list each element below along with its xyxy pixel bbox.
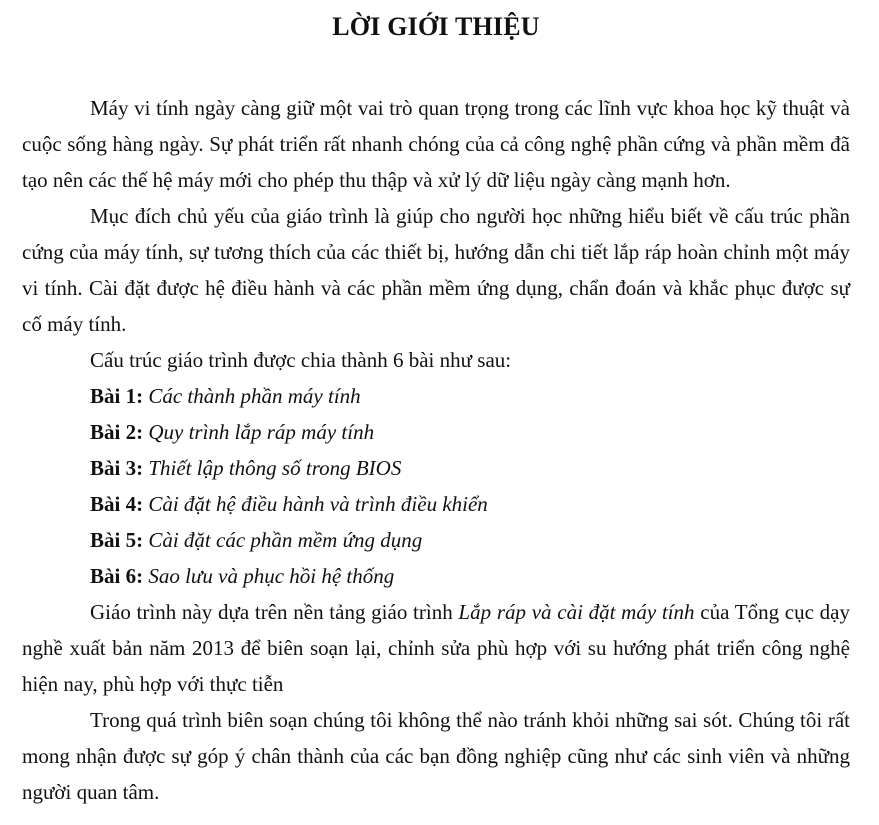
lesson-label: Bài 6: [90, 564, 144, 588]
document-page [22, 0, 850, 810]
page-title: LỜI GIỚI THIỆU [332, 12, 540, 41]
structure-intro: Cấu trúc giáo trình được chia thành 6 bài như sau: [90, 348, 512, 372]
lesson-item [22, 486, 850, 522]
lesson-title: Cài đặt hệ điều hành và trình điều khiển [148, 492, 488, 516]
lesson-label: Bài 1: [90, 384, 144, 408]
lesson-title: Các thành phần máy tính [148, 384, 361, 408]
lesson-label: Bài 2: [90, 420, 144, 444]
lesson-title: Sao lưu và phục hồi hệ thống [148, 564, 395, 588]
lesson-item [22, 450, 850, 486]
lesson-label: Bài 3: [90, 456, 144, 480]
intro-paragraph-2: Mục đích chủ yếu của giáo trình là giúp cho người học những hiểu biết về cấu trúc phần cứng của máy tính, sự tương thích của các thiết bị, hướng dẫn chi tiết lắp ráp hoàn chỉnh một máy vi tính. Cài đặt được hệ điều hành và các phần mềm ứng dụng, chẩn đoán và khắc phục được sự cố máy tính. [22, 204, 850, 336]
paragraph-3-before: Giáo trình này dựa trên nền tảng giáo trình [90, 600, 459, 624]
lesson-item [22, 414, 850, 450]
lesson-item [22, 378, 850, 414]
referenced-book-title: Lắp ráp và cài đặt máy tính [458, 600, 695, 624]
lesson-item [22, 522, 850, 558]
lesson-label: Bài 5: [90, 528, 144, 552]
lesson-title: Thiết lập thông số trong BIOS [148, 456, 402, 480]
document-body [22, 90, 850, 810]
lesson-title: Quy trình lắp ráp máy tính [148, 420, 375, 444]
paragraph-3-after: của Tổng cục dạy nghề xuất bản năm 2013 để biên soạn lại, chỉnh sửa phù hợp với su hướng phát triển công nghệ hiện nay, phù hợp với thực tiễn [22, 600, 850, 696]
intro-paragraph-4: Trong quá trình biên soạn chúng tôi không thể nào tránh khỏi những sai sót. Chúng tôi rất mong nhận được sự góp ý chân thành của các bạn đồng nghiệp cũng như các sinh viên và những người quan tâm. [22, 708, 850, 804]
lesson-item [22, 558, 850, 594]
intro-paragraph-3 [22, 594, 850, 702]
lesson-label: Bài 4: [90, 492, 144, 516]
intro-paragraph-1: Máy vi tính ngày càng giữ một vai trò quan trọng trong các lĩnh vực khoa học kỹ thuật và cuộc sống hàng ngày. Sự phát triển rất nhanh chóng của cả công nghệ phần cứng và phần mềm đã tạo nên các thế hệ máy mới cho phép thu thập và xử lý dữ liệu ngày càng mạnh hơn. [22, 96, 850, 192]
lesson-title: Cài đặt các phần mềm ứng dụng [148, 528, 423, 552]
